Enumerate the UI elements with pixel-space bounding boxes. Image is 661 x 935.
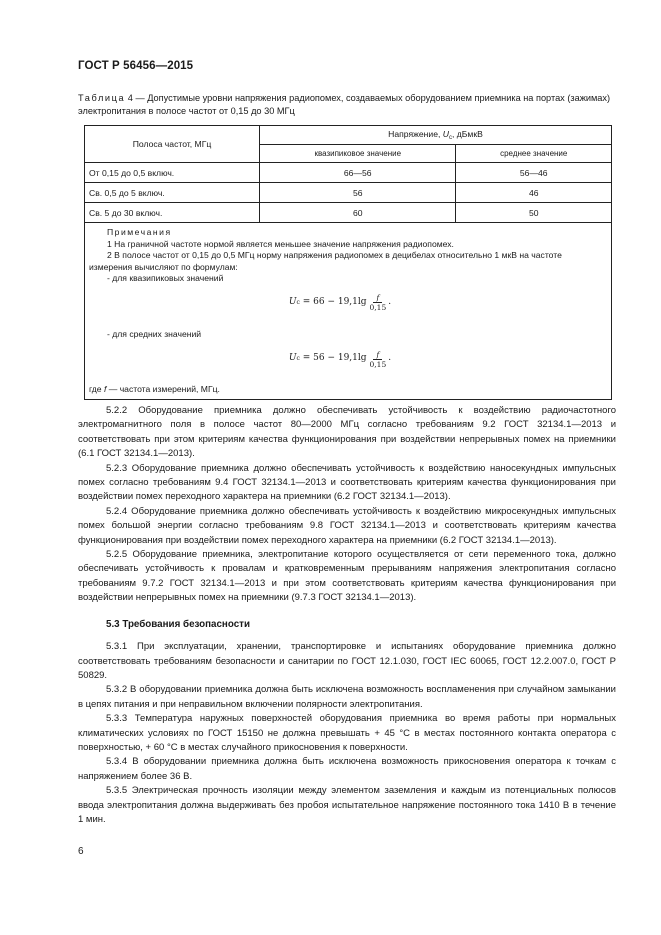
- formula-fraction: [368, 292, 392, 312]
- cell-average: 56—46: [456, 163, 612, 183]
- paragraph-5-3-1: 5.3.1 При эксплуатации, хранении, транспортировке и испытаниях оборудование приемника должно соответствовать требованиям безопасности и санитарии по ГОСТ 12.1.030, ГОСТ IEC 60065, ГОСТ 12.2.007.0, ГОСТ Р 50829.: [78, 641, 616, 681]
- caption-number: 4: [127, 93, 133, 103]
- document-header: ГОСТ Р 56456—2015: [78, 60, 194, 72]
- formula-var-sub: с: [296, 355, 300, 363]
- header-voltage-sub: с: [448, 134, 452, 141]
- paragraph-5-3-3: 5.3.3 Температура наружных поверхностей оборудования приемника во время работы при нормальных климатических условиях по ГОСТ 15150 не должна превышать + 45 °C в местах постоянного контакта оператора с поверхностью, + 60 °C в местах случайного прикосновения к поверхности.: [78, 713, 616, 753]
- caption-label: Таблица: [78, 93, 126, 103]
- header-voltage-var: U: [442, 128, 449, 139]
- header-frequency-band: Полоса частот, МГц: [85, 126, 260, 163]
- formula-var-sub: с: [296, 298, 300, 306]
- formula-end: .: [388, 296, 392, 307]
- header-voltage: [260, 126, 612, 145]
- table-row: [85, 163, 612, 183]
- cell-band: Св. 0,5 до 5 включ.: [85, 183, 260, 203]
- section-heading-5-3: 5.3 Требования безопасности: [106, 618, 250, 630]
- table-header-row: [85, 126, 612, 145]
- cell-quasi-peak: 56: [260, 183, 456, 203]
- formula-avg-expression: = 56 − 19,1lg: [302, 353, 367, 364]
- table-notes-row: [85, 223, 612, 400]
- average-label: - для средних значений: [107, 328, 202, 339]
- formula-var-u: U: [288, 296, 297, 307]
- paragraph-5-3-4: 5.3.4 В оборудовании приемника должна быть исключена возможность прикосновения оператора к точкам с напряжением более 36 В.: [78, 756, 616, 782]
- formula-qp-expression: = 66 − 19,1lg: [302, 296, 367, 307]
- where-clause: [89, 384, 591, 396]
- where-prefix: где: [89, 383, 104, 394]
- header-average: среднее значение: [456, 144, 612, 163]
- quasi-peak-label: - для квазипиковых значений: [107, 273, 224, 284]
- fraction-numerator: f: [373, 293, 382, 303]
- paragraph-5-2-2: 5.2.2 Оборудование приемника должно обеспечивать устойчивость к воздействию радиочастотного электромагнитного поля в полосе частот 80—2000 МГц согласно требованиям 9.2 ГОСТ 32134.1—2013 и соответствовать при этом критериям качества функционирования при воздействии непрерывных помех на приемники (6.1 ГОСТ 32134.1—2013).: [78, 405, 616, 460]
- table-row: [85, 203, 612, 223]
- paragraph-5-3-5: 5.3.5 Электрическая прочность изоляции между элементом заземления и каждым из потенциальных полюсов ввода электропитания должна выдерживать без пробоя испытательное напряжение постоянного тока 1410 В в течение 1 мин.: [78, 785, 616, 825]
- cell-band: От 0,15 до 0,5 включ.: [85, 163, 260, 183]
- paragraph-5-2-5: 5.2.5 Оборудование приемника, электропитание которого осуществляется от сети переменного тока, должно обеспечивать устойчивость к провалам и кратковременным прерываниям напряжения электропитания согласно требованиям 9.7.2 ГОСТ 32134.1—2013 и при этом соответствовать критериям качества функционирования при воздействии непрерывных помех на приемники (9.7.3 ГОСТ 32134.1—2013).: [78, 549, 616, 604]
- formula-var-u: U: [288, 353, 297, 364]
- body-text: [78, 404, 616, 827]
- header-voltage-unit: , дБмкВ: [451, 128, 483, 139]
- where-text: — частота измерений, МГц.: [106, 383, 220, 394]
- fraction-denominator: 0,15: [369, 302, 387, 312]
- interference-levels-table: [84, 125, 612, 400]
- cell-band: Св. 5 до 30 включ.: [85, 203, 260, 223]
- fraction-numerator: f: [373, 350, 382, 360]
- header-voltage-prefix: Напряжение,: [388, 128, 443, 139]
- fraction-denominator: 0,15: [369, 359, 387, 369]
- where-var: f: [103, 383, 107, 394]
- paragraph-5-3-2: 5.3.2 В оборудовании приемника должна быть исключена возможность воспламенения при случайном замыкании в цепях питания и при неправильном включении полярности электропитания.: [78, 684, 616, 710]
- formula-fraction: [368, 349, 392, 369]
- table-caption: [78, 92, 616, 118]
- cell-quasi-peak: 60: [260, 203, 456, 223]
- note-1: 1 На граничной частоте нормой является меньшее значение напряжения радиопомех.: [107, 238, 454, 249]
- note-2: 2 В полосе частот от 0,15 до 0,5 МГц норму напряжения радиопомех в децибелах относительно 1 мкВ на частоте измерения вычисляют по формулам:: [89, 250, 562, 272]
- cell-quasi-peak: 66—56: [260, 163, 456, 183]
- paragraph-5-2-3: 5.2.3 Оборудование приемника должно обеспечивать устойчивость к воздействию наносекундных импульсных помех согласно требованиям 9.4 ГОСТ 32134.1—2013 и соответствовать критериям качества функционирования при воздействии помех переходного характера на приемники (6.2 ГОСТ 32134.1—2013).: [78, 462, 616, 503]
- page-number: 6: [78, 846, 84, 857]
- notes-title: Примечания: [107, 227, 172, 237]
- formula-quasi-peak: [89, 293, 591, 319]
- table-row: [85, 183, 612, 203]
- formula-average: [89, 350, 591, 376]
- cell-average: 46: [456, 183, 612, 203]
- header-quasi-peak: квазипиковое значение: [260, 144, 456, 163]
- cell-average: 50: [456, 203, 612, 223]
- paragraph-5-2-4: 5.2.4 Оборудование приемника должно обеспечивать устойчивость к воздействию микросекундных импульсных помех большой энергии согласно требованиям 9.8 ГОСТ 32134.1—2013 и соответствовать критериям качества функционирования при воздействии помех переходного характера на приемники (6.2 ГОСТ 32134.1—2013).: [78, 505, 616, 546]
- table-notes: [85, 223, 612, 400]
- caption-text: — Допустимые уровни напряжения радиопомех, создаваемых оборудованием приемника на портах (зажимах) электропитания в полосе частот от 0,15 до 30 МГц: [78, 93, 611, 116]
- formula-end: .: [388, 353, 392, 364]
